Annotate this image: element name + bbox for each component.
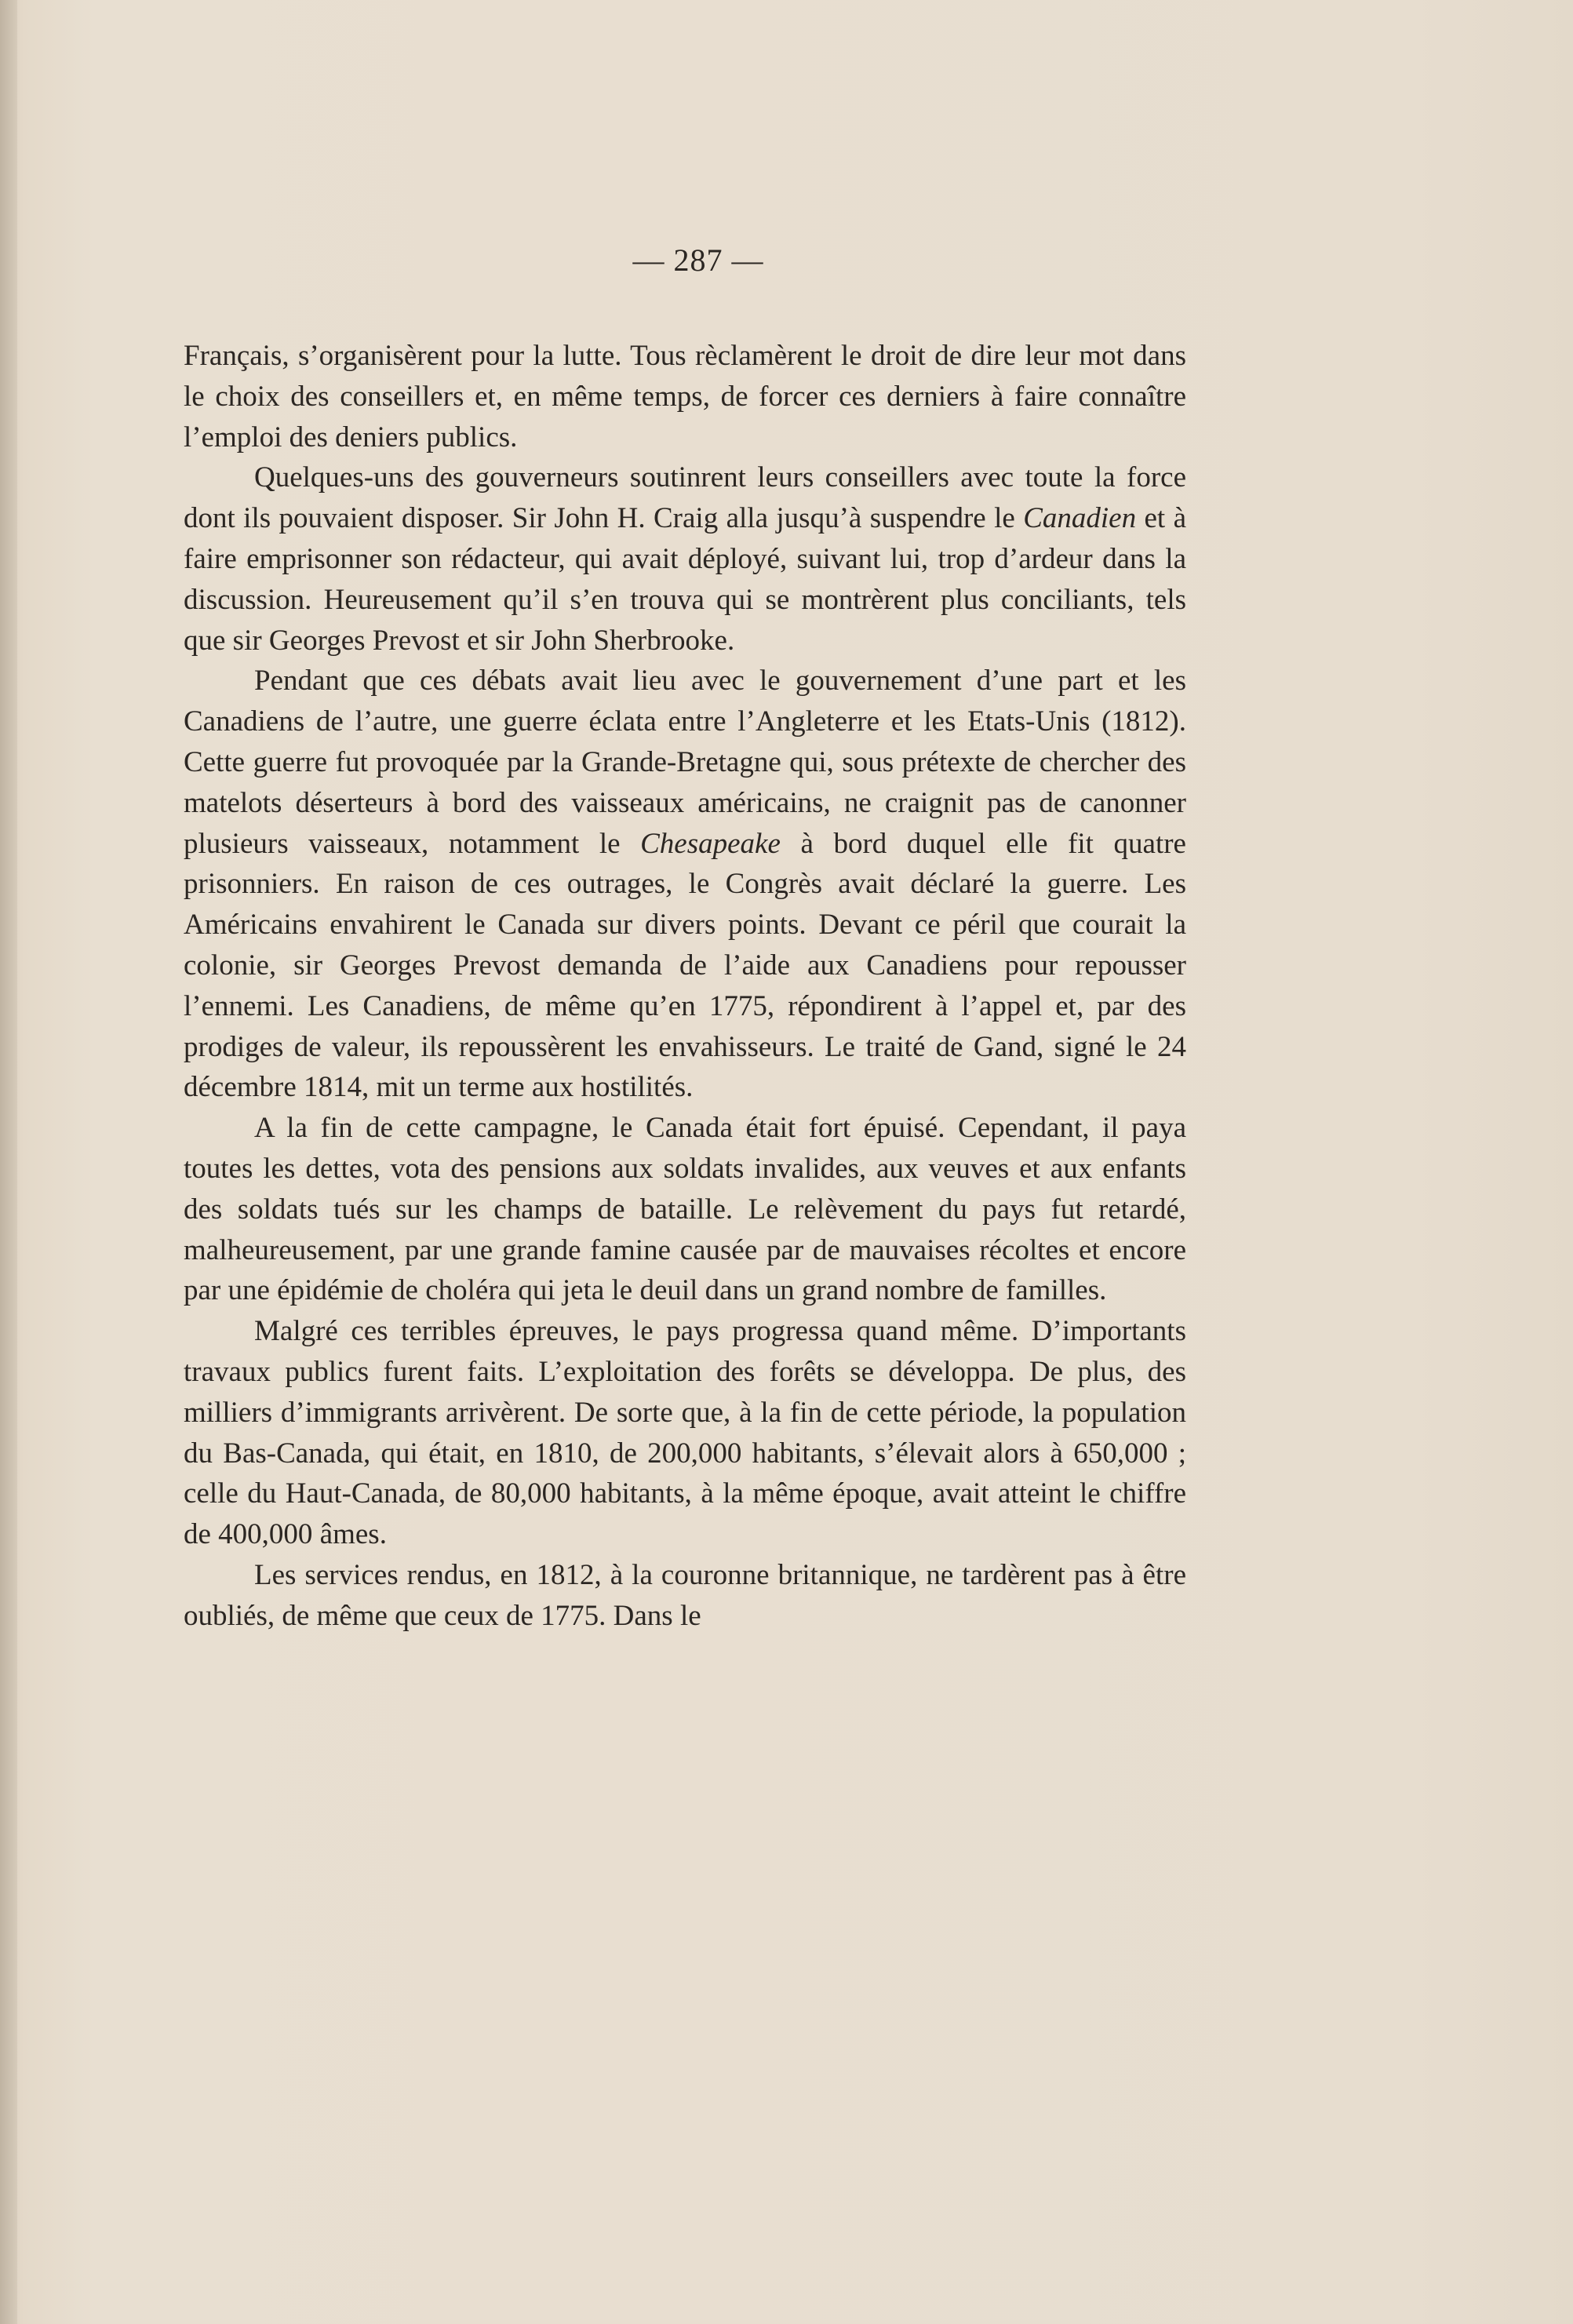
page-number: — 287 —: [632, 242, 764, 278]
italic-ship-name-chesapeake: Chesapeake: [640, 827, 781, 860]
paragraph-6: [184, 1555, 1186, 1637]
paragraph-text: à bord duquel elle fit quatre prisonniers. En raison de ces outrages, le Congrès avait déclaré la guerre. Les Américains envahirent le Canada sur divers points. Devant ce péril que courait la colonie, sir Georges Prevost demanda de l’aide aux Canadiens pour repousser l’ennemi. Les Canadiens, de même qu’en 1775, répondirent à l’appel et, par des prodiges de valeur, ils repoussèrent les envahisseurs. Le traité de Gand, signé le 24 décembre 1814, mit un terme aux hostilités.: [184, 827, 1186, 1104]
body-text: [184, 336, 1186, 1637]
page-binding-edge: [0, 0, 17, 2324]
paragraph-text: Malgré ces terribles épreuves, le pays progressa quand même. D’importants travaux publics furent faits. L’exploitation des forêts se développa. De plus, des milliers d’immigrants arrivèrent. De sorte que, à la fin de cette période, la population du Bas-Canada, qui était, en 1810, de 200,000 habitants, s’élevait alors à 650,000 ; celle du Haut-Canada, de 80,000 habitants, à la même époque, avait atteint le chiffre de 400,000 âmes.: [184, 1315, 1186, 1551]
paragraph-5: [184, 1311, 1186, 1555]
paragraph-text: A la fin de cette campagne, le Canada était fort épuisé. Cependant, il paya toutes les dettes, vota des pensions aux soldats invalides, aux veuves et aux enfants des soldats tués sur les champs de bataille. Le relèvement du pays fut retardé, malheureusement, par une grande famine causée par de mauvaises récoltes et encore par une épidémie de choléra qui jeta le deuil dans un grand nombre de familles.: [184, 1112, 1186, 1307]
paragraph-text: et à faire emprisonner son rédacteur, qui avait déployé, suivant lui, trop d’ardeur dans la discussion. Heureusement qu’il s’en trouva qui se montrèrent plus conciliants, tels que sir Georges Prevost et sir John Sherbrooke.: [184, 502, 1186, 657]
italic-title-canadien: Canadien: [1023, 502, 1137, 535]
paragraph-2: [184, 457, 1186, 661]
paragraph-4: [184, 1108, 1186, 1311]
paragraph-text: Quelques-uns des gouverneurs soutinrent leurs conseillers avec toute la force dont ils pouvaient disposer. Sir John H. Craig alla jusqu’à suspendre le: [184, 461, 1186, 535]
paragraph-3: [184, 661, 1186, 1108]
paragraph-1: [184, 336, 1186, 457]
paragraph-text: Les services rendus, en 1812, à la couronne britannique, ne tardèrent pas à être oubliés, de même que ceux de 1775. Dans le: [184, 1558, 1186, 1632]
paragraph-text: Pendant que ces débats avait lieu avec le gouvernement d’une part et les Canadiens de l’autre, une guerre éclata entre l’Angleterre et les Etats-Unis (1812). Cette guerre fut provoquée par la Grande-Bretagne qui, sous prétexte de chercher des matelots déserteurs à bord des vaisseaux américains, ne craignit pas de canonner plusieurs vaisseaux, notamment le: [184, 665, 1186, 860]
paragraph-text: Français, s’organisèrent pour la lutte. Tous rèclamèrent le droit de dire leur mot dans le choix des conseillers et, en même temps, de forcer ces derniers à faire connaître l’emploi des deniers publics.: [184, 340, 1186, 454]
